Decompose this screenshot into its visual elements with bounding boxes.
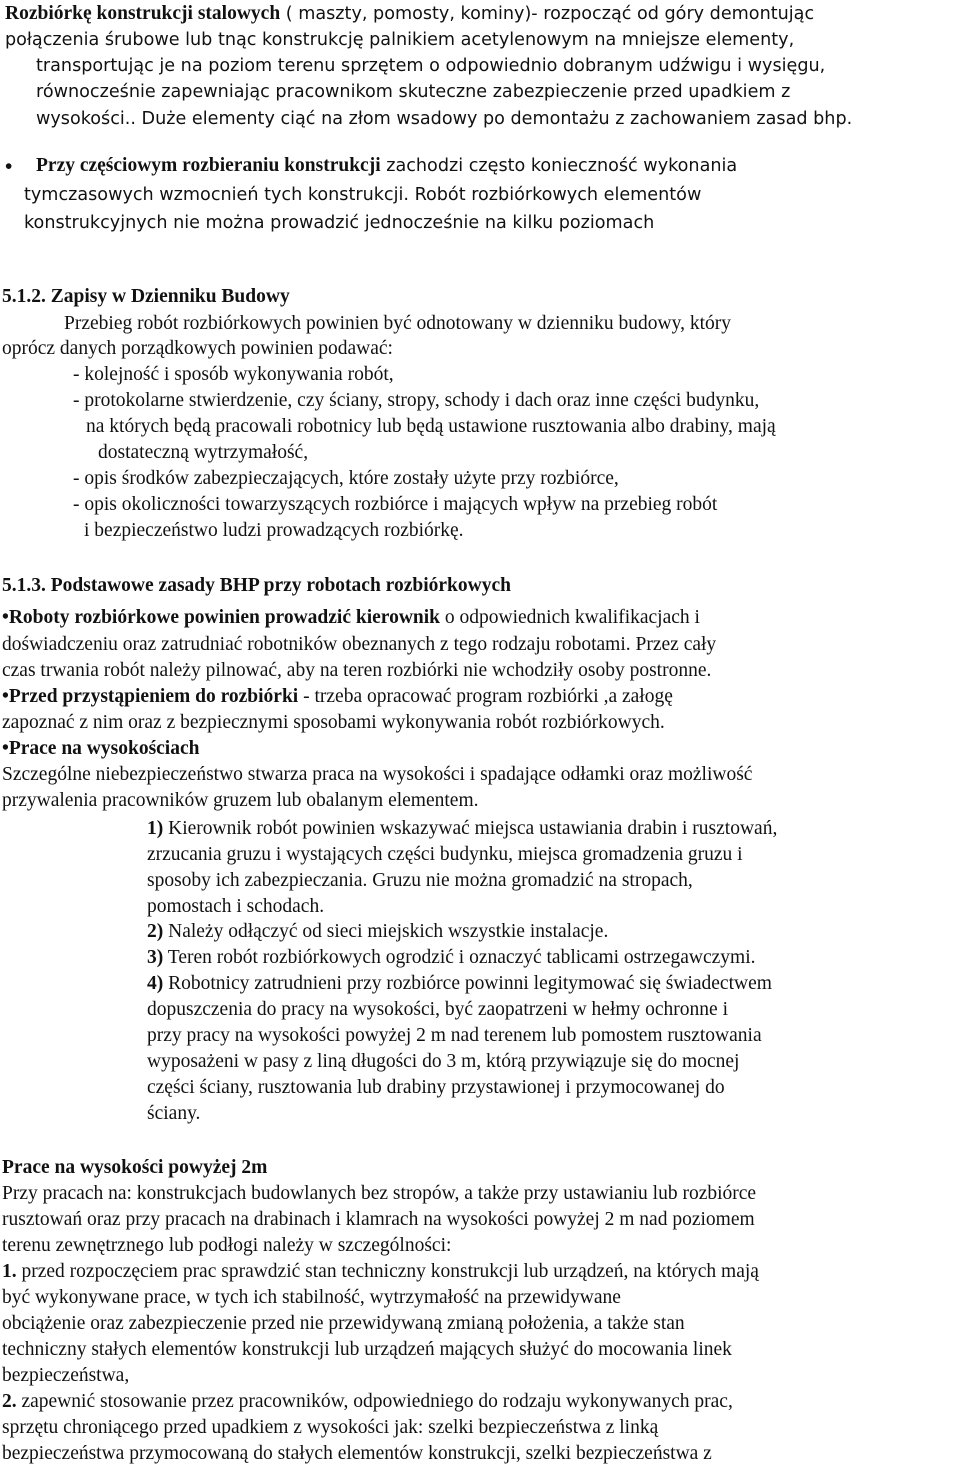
list-item-4 [147,971,772,997]
list-number: 1. [2,1261,17,1282]
list-item-4-line6: ściany. [147,1103,201,1124]
list-text: Robotnicy zatrudnieni przy rozbiórce powinni legitymować się świadectwem [163,973,772,994]
para1-text: ( maszty, pomosty, kominy)- rozpocząć od góry demontując [280,4,815,24]
s513-a-line3: czas trwania robót należy pilnować, aby na teren rozbiórki nie wchodziły osoby postronne. [2,660,712,681]
list-item-1-line2: zrzucania gruzu i wystających części budynku, miejsca gromadzenia gruzu i [147,844,743,865]
s512-line3: - kolejność i sposób wykonywania robót, [73,364,394,385]
s513-a-line1 [2,605,700,631]
para2-bold-lead: Przy częściowym rozbieraniu konstrukcji [36,155,381,176]
s513-b-bold: Przed przystąpieniem do rozbiórki [8,686,299,707]
bullet-icon: • [2,607,9,628]
s512-line9: i bezpieczeństwo ludzi prowadzących rozbiórkę. [84,520,464,541]
para2-line3: konstrukcyjnych nie można prowadzić jednocześnie na kilku poziomach [24,213,655,233]
numbered-item-2 [2,1389,733,1415]
s512-line8: - opis okoliczności towarzyszących rozbiórce i mających wpływ na przebieg robót [73,494,718,515]
bullet-icon: • [2,738,9,759]
para1-line5: wysokości.. Duże elementy ciąć na złom wsadowy po demontażu z zachowaniem zasad bhp. [36,109,853,129]
section-heading-2m: Prace na wysokości powyżej 2m [2,1157,268,1178]
section-heading-513: 5.1.3. Podstawowe zasady BHP przy robotach rozbiórkowych [2,575,511,596]
s513-a-bold: Roboty rozbiórkowe powinien prowadzić kierownik [8,607,441,628]
s512-line7: - opis środków zabezpieczających, które zostały użyte przy rozbiórce, [73,468,619,489]
para1-line1 [5,1,814,27]
para1-line3: transportując je na poziom terenu sprzętem o odpowiednio dobranym udźwigu i wysięgu, [36,56,826,76]
s512-line4: - protokolarne stwierdzenie, czy ściany, stropy, schody i dach oraz inne części budynku, [73,390,760,411]
s512-line5: na których będą pracowali robotnicy lub będą ustawione rusztowania albo drabiny, mają [86,416,776,437]
list-text: Kierownik robót powinien wskazywać miejsca ustawiania drabin i rusztowań, [163,818,778,839]
numbered-item-1-line3: obciążenie oraz zabezpieczenie przed nie przewidywaną zmianą położenia, a także stan [2,1313,685,1334]
para2-line1 [36,153,737,179]
para2-line2: tymczasowych wzmocnień tych konstrukcji. Robót rozbiórkowych elementów [24,185,702,205]
list-item-1-line4: pomostach i schodach. [147,896,325,917]
para1-line2: połączenia śrubowe lub tnąc konstrukcję palnikiem acetylenowym na mniejsze elementy, [5,30,795,50]
s513-a-text: o odpowiednich kwalifikacjach i [440,607,700,628]
s512-line6: dostateczną wytrzymałość, [98,442,309,463]
s513-b-line1 [2,684,673,710]
list-number: 2. [2,1391,17,1412]
s513-c-line2: Szczególne niebezpieczeństwo stwarza praca na wysokości i spadające odłamki oraz możliwość [2,764,753,785]
bullet-icon: • [2,686,9,707]
s513-a-line2: doświadczeniu oraz zatrudniać robotników obeznanych z tego rodzaju robotami. Przez cały [2,634,717,655]
s512-line2: oprócz danych porządkowych powinien podawać: [2,338,393,359]
list-item-2 [147,919,608,945]
list-item-1-line3: sposoby ich zabezpieczania. Gruzu nie można gromadzić na stropach, [147,870,693,891]
list-item-4-line5: części ściany, rusztowania lub drabiny przystawionej i przymocowanej do [147,1077,725,1098]
s512-line1: Przebieg robót rozbiórkowych powinien być odnotowany w dzienniku budowy, który [64,313,732,334]
s513-b-text: - trzeba opracować program rozbiórki ,a załogę [298,686,673,707]
para1-bold-lead: Rozbiórkę konstrukcji stalowych [5,3,281,24]
s513-c-line3: przywalenia pracowników gruzem lub obalanym elementem. [2,790,479,811]
list-item-4-line3: przy pracy na wysokości powyżej 2 m nad terenem lub pomostem rusztowania [147,1025,762,1046]
s2m-line2: rusztowań oraz przy pracach na drabinach i klamrach na wysokości powyżej 2 m nad poziomem [2,1209,755,1230]
para2-text: zachodzi często konieczność wykonania [380,156,738,176]
list-item-4-line2: dopuszczenia do pracy na wysokości, być zaopatrzeni w hełmy ochronne i [147,999,729,1020]
list-text: zapewnić stosowanie przez pracowników, odpowiedniego do rodzaju wykonywanych prac, [16,1391,733,1412]
list-text: przed rozpoczęciem prac sprawdzić stan techniczny konstrukcji lub urządzeń, na których mają [16,1261,759,1282]
s513-c-line1 [2,736,199,762]
list-number: 2) [147,921,164,942]
s2m-line3: terenu zewnętrznego lub podłogi należy w szczególności: [2,1235,452,1256]
list-item-4-line4: wyposażeni w pasy z liną długości do 3 m, którą przywiązuje się do mocnej [147,1051,740,1072]
list-item-3 [147,945,756,971]
para1-line4: równocześnie zapewniając pracownikom skuteczne zabezpieczenie przed upadkiem z [36,82,791,102]
numbered-item-1-line4: techniczny stałych elementów konstrukcji lub urządzeń mających służyć do mocowania linek [2,1339,732,1360]
list-item-1 [147,816,777,842]
numbered-item-1-line2: być wykonywane prace, w tych ich stabilność, wytrzymałość na przewidywane [2,1287,621,1308]
list-number: 1) [147,818,164,839]
list-number: 4) [147,973,164,994]
section-heading-512: 5.1.2. Zapisy w Dzienniku Budowy [2,286,290,307]
numbered-item-2-line3: bezpieczeństwa przymocowaną do stałych elementów konstrukcji, szelki bezpieczeństwa z [2,1443,712,1464]
numbered-item-2-line2: sprzętu chroniącego przed upadkiem z wysokości jak: szelki bezpieczeństwa z linką [2,1417,659,1438]
bullet-icon: • [5,154,13,178]
list-text: Należy odłączyć od sieci miejskich wszystkie instalacje. [163,921,609,942]
list-text: Teren robót rozbiórkowych ogrodzić i oznaczyć tablicami ostrzegawczymi. [163,947,756,968]
s513-b-line2: zapoznać z nim oraz z bezpiecznymi sposobami wykonywania robót rozbiórkowych. [2,712,665,733]
s513-c-bold: Prace na wysokościach [8,738,200,759]
numbered-item-1 [2,1259,759,1285]
list-number: 3) [147,947,164,968]
s2m-line1: Przy pracach na: konstrukcjach budowlanych bez stropów, a także przy ustawianiu lub rozbiórce [2,1183,757,1204]
numbered-item-1-line5: bezpieczeństwa, [2,1365,130,1386]
